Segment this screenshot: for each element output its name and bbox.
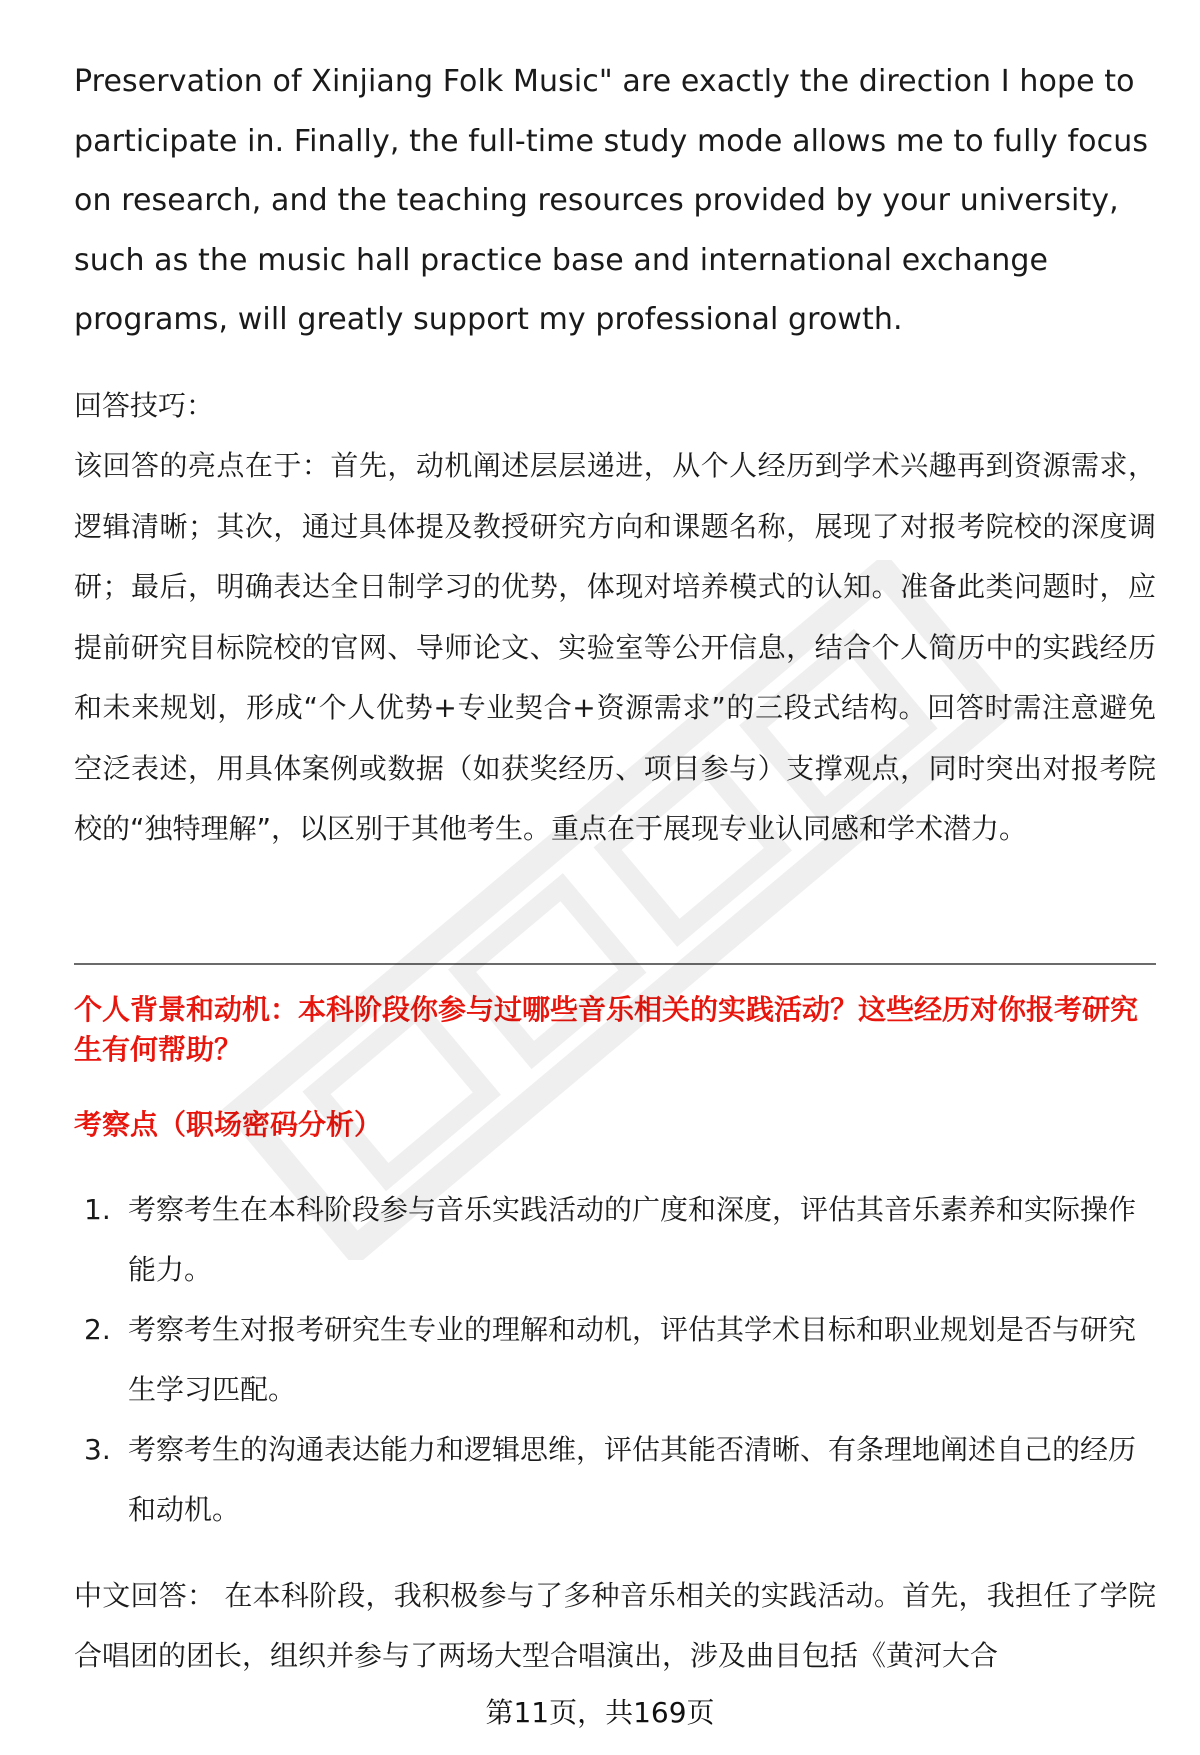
answer-label: 中文回答： — [74, 1579, 216, 1612]
page-number-footer: 第11页，共169页 — [485, 1696, 715, 1729]
assessment-points-list — [74, 1180, 1156, 1540]
list-item-text: 考察考生对报考研究生专业的理解和动机，评估其学术目标和职业规划是否与研究生学习匹配。 — [128, 1313, 1137, 1406]
tips-body: 该回答的亮点在于：首先，动机阐述层层递进，从个人经历到学术兴趣再到资源需求，逻辑清晰；其次，通过具体提及教授研究方向和课题名称，展现了对报考院校的深度调研；最后，明确表达全日制学习的优势，体现对培养模式的认知。准备此类问题时，应提前研究目标院校的官网、导师论文、实验室等公开信息，结合个人简历中的实践经历和未来规划，形成“个人优势+专业契合+资源需求”的三段式结构。回答时需注意避免空泛表述，用具体案例或数据（如获奖经历、项目参与）支撑观点，同时突出对报考院校的“独特理解”，以区别于其他考生。重点在于展现专业认同感和学术潜力。 — [74, 449, 1156, 845]
list-item-number: 2. — [84, 1313, 111, 1346]
list-item-text: 考察考生的沟通表达能力和逻辑思维，评估其能否清晰、有条理地阐述自己的经历和动机。 — [128, 1433, 1137, 1526]
list-item-number: 1. — [84, 1193, 111, 1226]
document-body — [74, 52, 1156, 860]
list-item-text: 考察考生在本科阶段参与音乐实践活动的广度和深度，评估其音乐素养和实际操作能力。 — [128, 1193, 1137, 1286]
answer-text: 在本科阶段，我积极参与了多种音乐相关的实践活动。首先，我担任了学院合唱团的团长，组织并参与了两场大型合唱演出，涉及曲目包括《黄河大合 — [74, 1579, 1156, 1672]
question-title: 个人背景和动机：本科阶段你参与过哪些音乐相关的实践活动？这些经历对你报考研究生有何帮助？ — [74, 993, 1139, 1066]
list-item — [74, 1180, 1156, 1300]
chinese-answer — [74, 1566, 1156, 1686]
list-item-number: 3. — [84, 1433, 111, 1466]
list-item — [74, 1300, 1156, 1420]
list-item — [74, 1420, 1156, 1540]
section-divider — [74, 963, 1156, 965]
question-subtitle: 考察点（职场密码分析） — [74, 1108, 383, 1141]
english-paragraph: Preservation of Xinjiang Folk Music" are exactly the direction I hope to participate in. Finally, the full-time study mode allows me to fully focus on research, and the teaching resources provided by your university, such as the music hall practice base and international exchange programs, will greatly support my professional growth. — [74, 64, 1149, 337]
tips-label: 回答技巧： — [74, 388, 215, 422]
